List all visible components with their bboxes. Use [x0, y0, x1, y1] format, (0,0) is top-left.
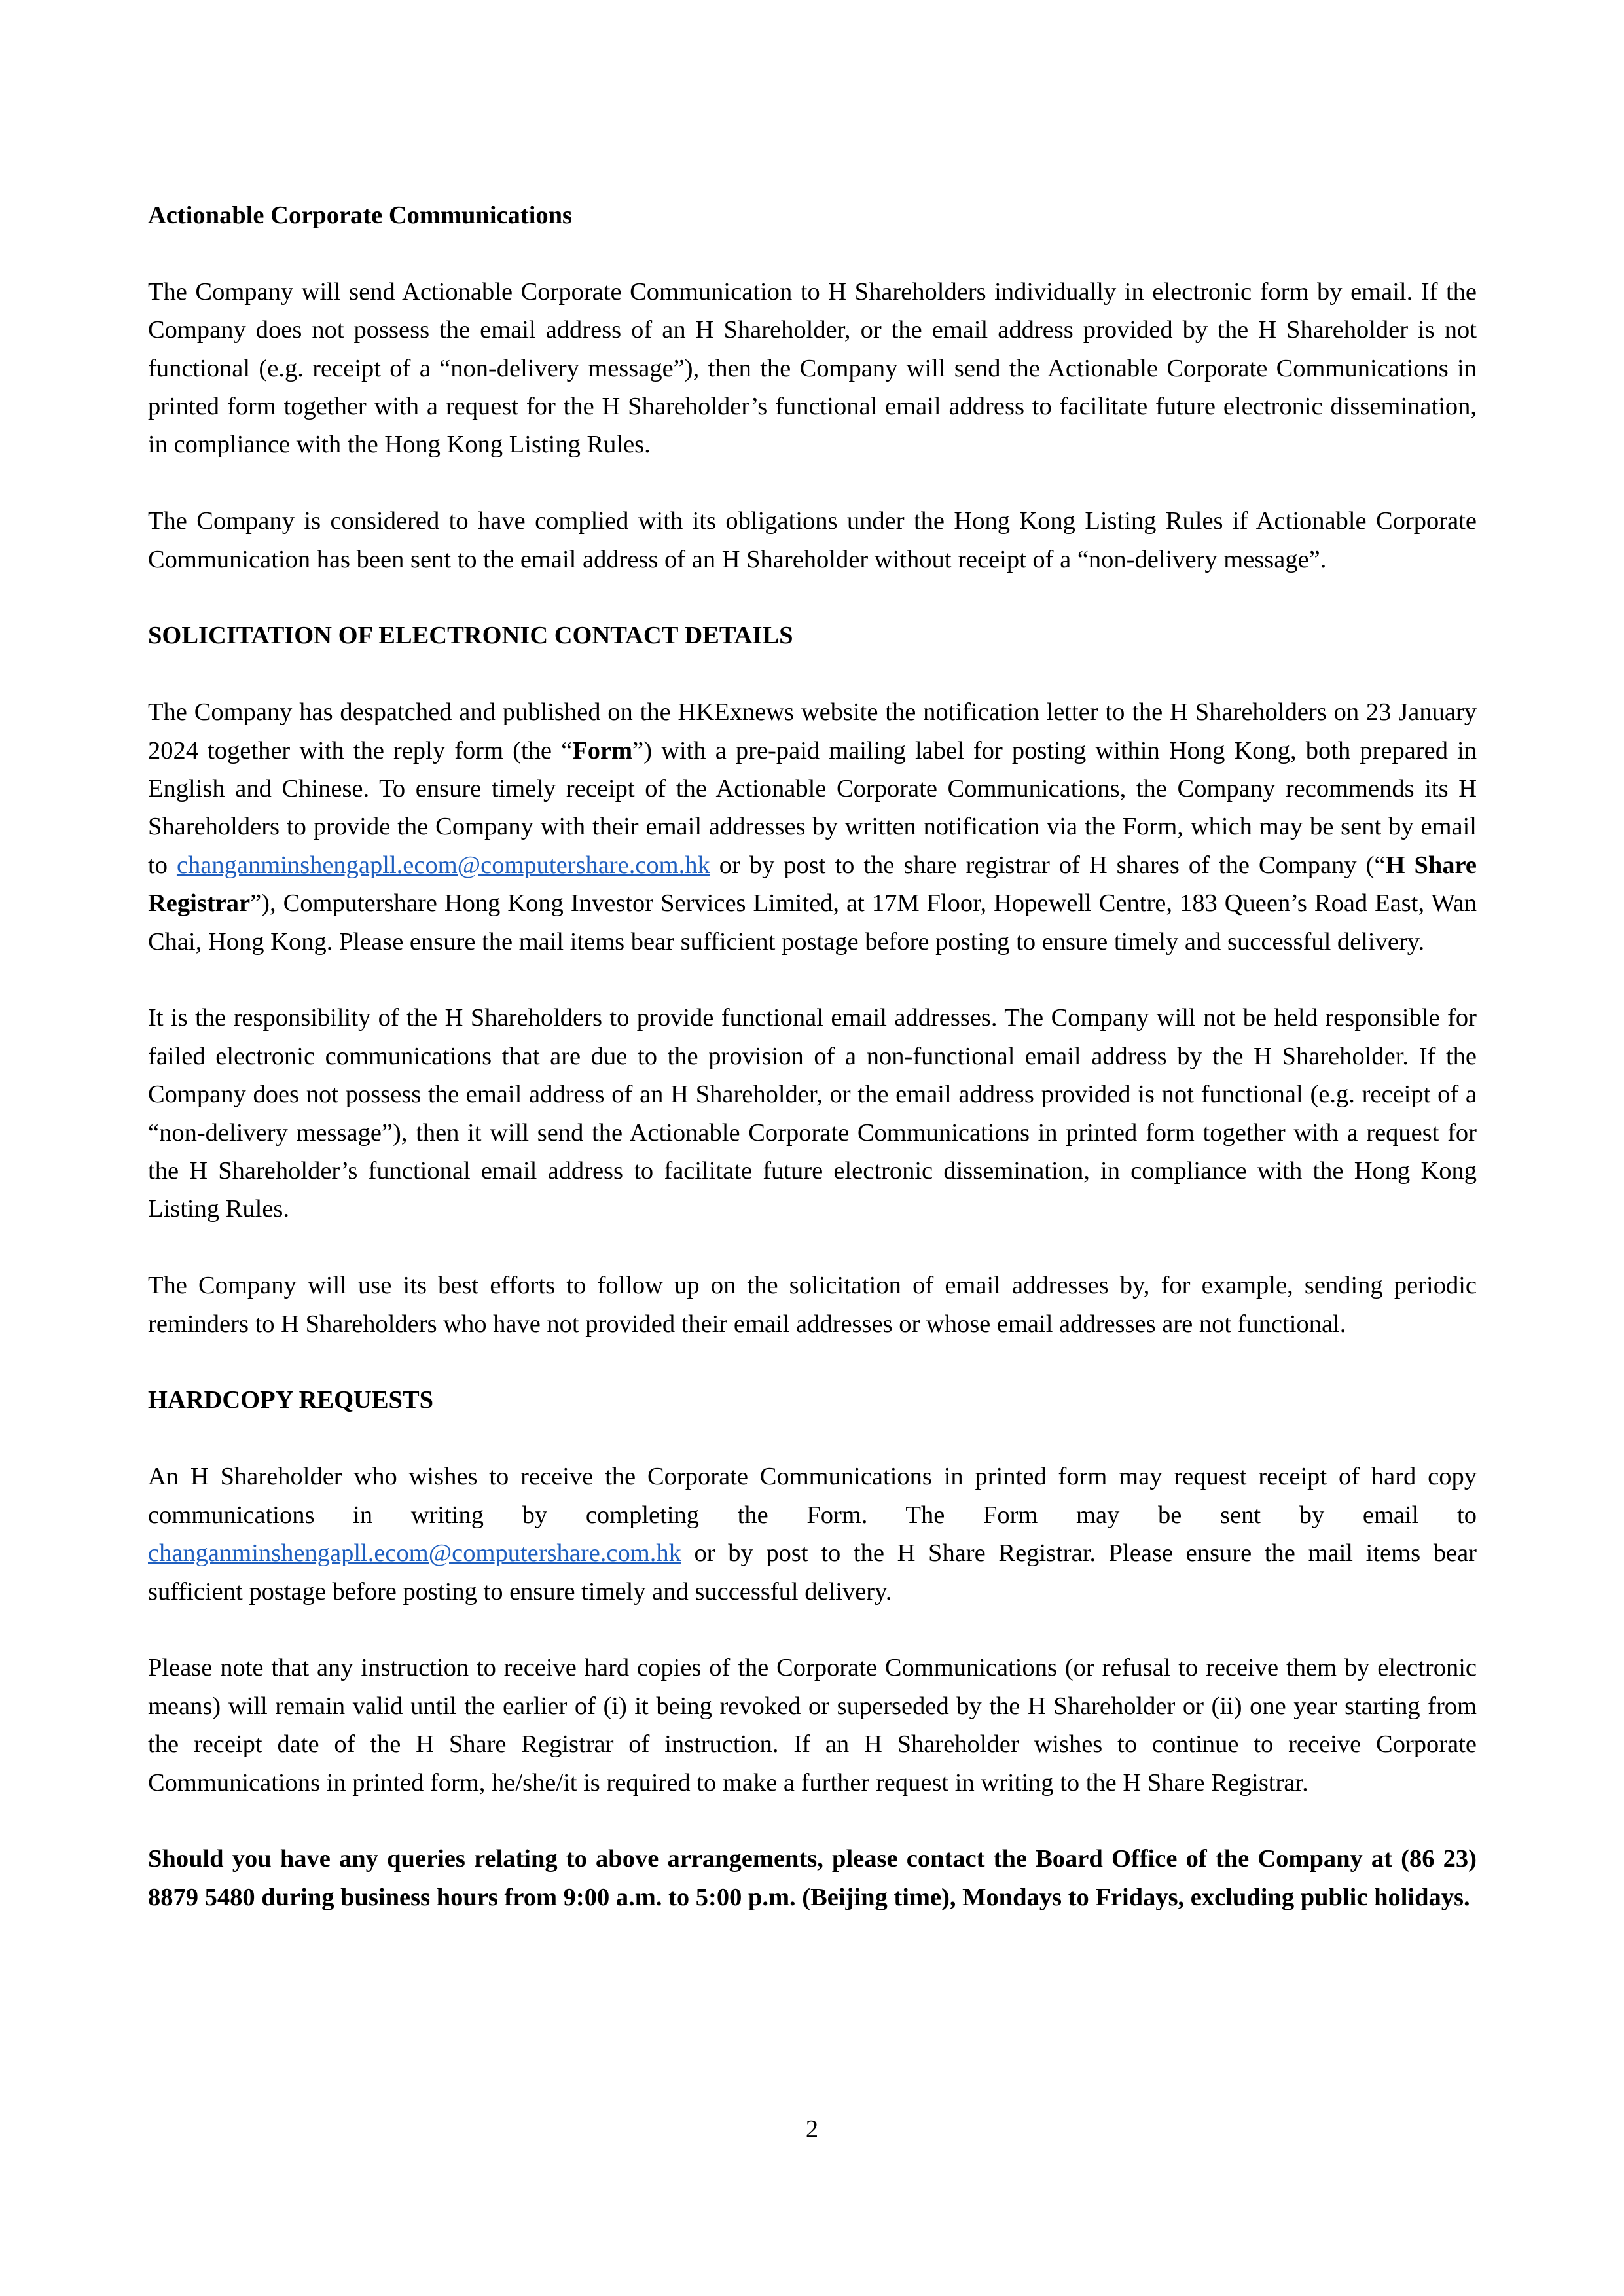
email-link[interactable]: changanminshengapll.ecom@computershare.com.hk	[176, 851, 710, 879]
section-heading-solicitation: SOLICITATION OF ELECTRONIC CONTACT DETAILS	[148, 622, 793, 650]
form-term: Form	[572, 736, 633, 764]
text-segment: An H Shareholder who wishes to receive the Corporate Communications in printed form may request receipt of hard copy communications in writing by completing the Form. The Form may be sent by email to	[148, 1463, 1477, 1529]
text-segment: The Company has despatched and published on the HKExnews website the notification letter to the H Shareholders on 23 January 2024 together with the reply form (the “	[148, 698, 1477, 764]
closing-notice: Should you have any queries relating to above arrangements, please contact the Board Office of the Company at (86 23) 8879 5480 during business hours from 9:00 a.m. to 5:00 p.m. (Beijing time), Mondays to Fridays, excluding public holidays.	[148, 1845, 1477, 1911]
paragraph-solicitation-3: The Company will use its best efforts to follow up on the solicitation of email addresses by, for example, sending periodic reminders to H Shareholders who have not provided their email addresses or whose email addresses are not functional.	[148, 1272, 1477, 1338]
text-segment: or by post to the H Share Registrar. Please ensure the mail items bear sufficient postage before posting to ensure timely and successful delivery.	[148, 1539, 1477, 1605]
text-segment: or by post to the share registrar of H shares of the Company (“	[710, 851, 1386, 879]
text-segment: ”) with a pre-paid mailing label for posting within Hong Kong, both prepared in English and Chinese. To ensure timely receipt of the Actionable Corporate Communications, the Company recommends its H Shareholders to provide the Company with their email addresses by written notification via the Form, which may be sent by email to	[148, 736, 1477, 879]
paragraph-actionable-2: The Company is considered to have complied with its obligations under the Hong Kong Listing Rules if Actionable Corporate Communication has been sent to the email address of an H Shareholder without receipt of a “non-delivery message”.	[148, 507, 1477, 573]
email-link[interactable]: changanminshengapll.ecom@computershare.com.hk	[148, 1539, 681, 1568]
section-heading-hardcopy: HARDCOPY REQUESTS	[148, 1386, 434, 1414]
document-page	[148, 196, 1477, 1916]
page-number: 2	[805, 2115, 819, 2143]
paragraph-actionable-1: The Company will send Actionable Corporate Communication to H Shareholders individually in electronic form by email. If the Company does not possess the email address of an H Shareholder, or the email address provided by the H Shareholder is not functional (e.g. receipt of a “non-delivery message”), then the Company will send the Actionable Corporate Communications in printed form together with a request for the H Shareholder’s functional email address to facilitate future electronic dissemination, in compliance with the Hong Kong Listing Rules.	[148, 278, 1477, 459]
paragraph-hardcopy-2: Please note that any instruction to receive hard copies of the Corporate Communications (or refusal to receive them by electronic means) will remain valid until the earlier of (i) it being revoked or superseded by the H Shareholder or (ii) one year starting from the receipt date of the H Share Registrar of instruction. If an H Shareholder wishes to continue to receive Corporate Communications in printed form, he/she/it is required to make a further request in writing to the H Share Registrar.	[148, 1654, 1477, 1797]
paragraph-solicitation-1	[148, 693, 1477, 961]
paragraph-solicitation-2: It is the responsibility of the H Shareholders to provide functional email addresses. The Company will not be held responsible for failed electronic communications that are due to the provision of a non-functional email address by the H Shareholder. If the Company does not possess the email address of an H Shareholder, or the email address provided is not functional (e.g. receipt of a “non-delivery message”), then it will send the Actionable Corporate Communications in printed form together with a request for the H Shareholder’s functional email address to facilitate future electronic dissemination, in compliance with the Hong Kong Listing Rules.	[148, 1004, 1477, 1223]
registrar-term: H Share Registrar	[148, 851, 1477, 918]
text-segment: ”), Computershare Hong Kong Investor Services Limited, at 17M Floor, Hopewell Centre, 183 Queen’s Road East, Wan Chai, Hong Kong. Please ensure the mail items bear sufficient postage before posting to ensure timely and successful delivery.	[148, 889, 1477, 956]
section-heading-actionable: Actionable Corporate Communications	[148, 202, 573, 229]
paragraph-hardcopy-1	[148, 1458, 1477, 1611]
